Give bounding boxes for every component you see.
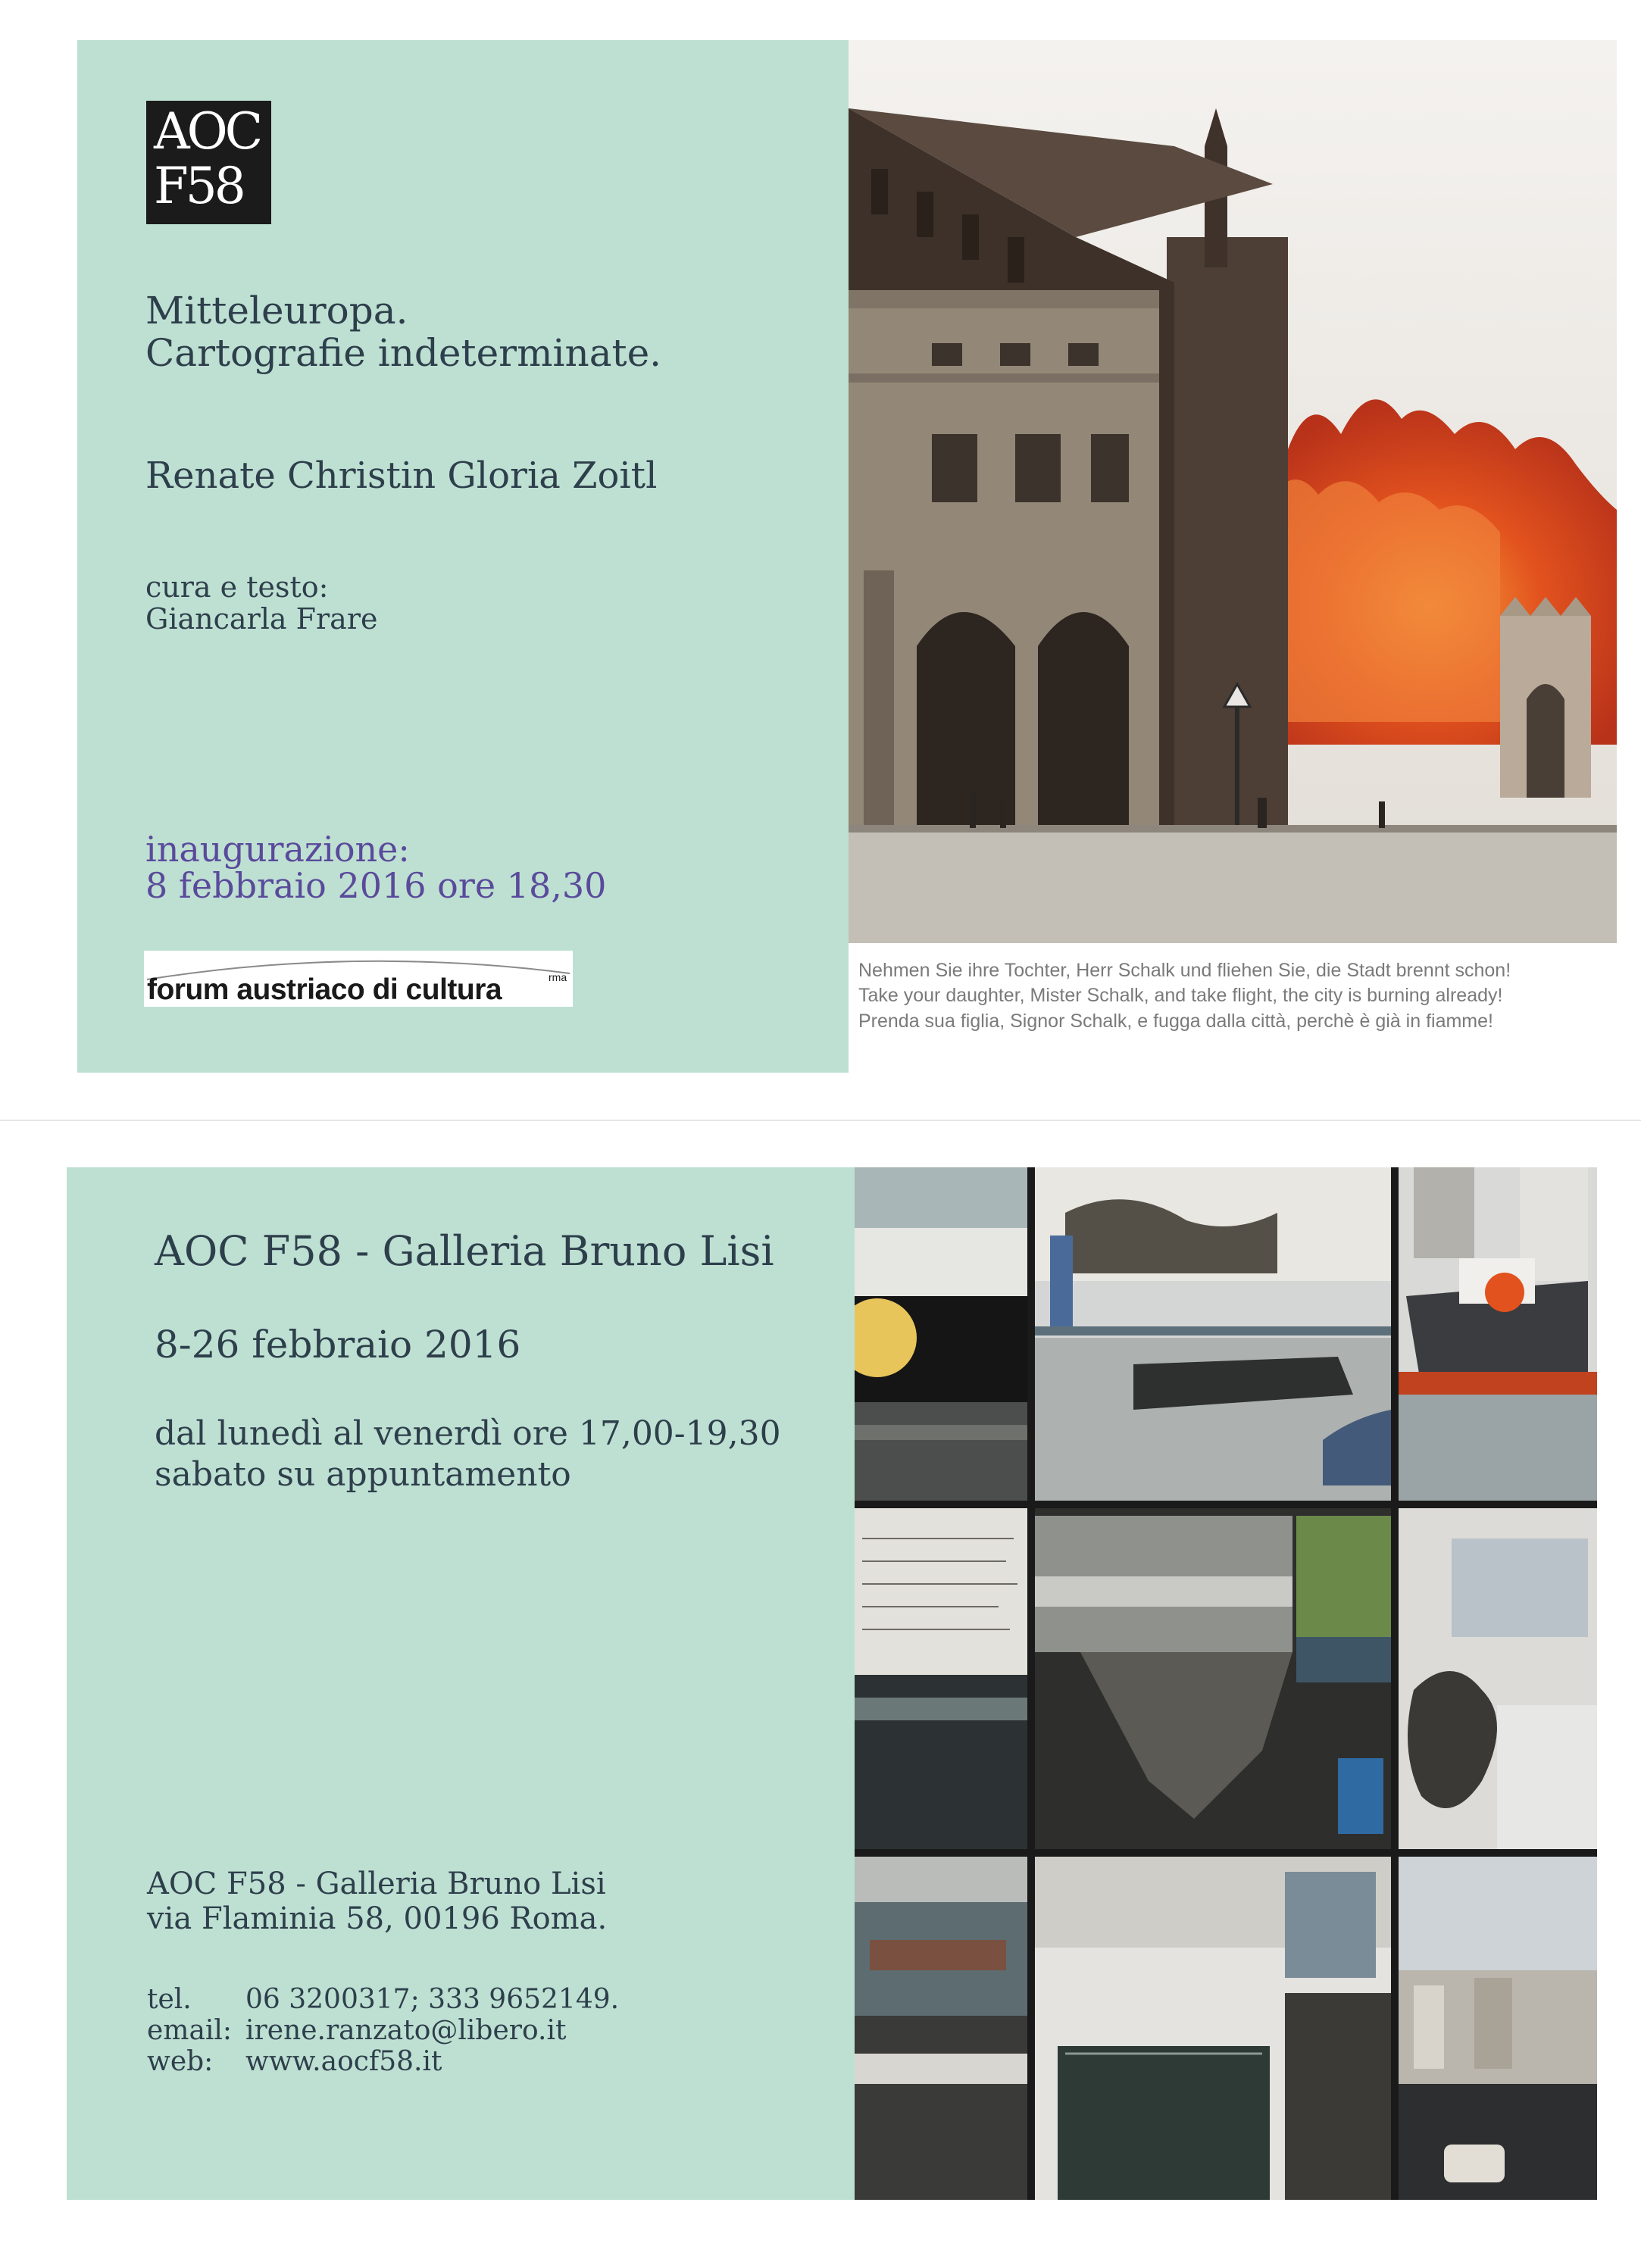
opening-label: inaugurazione: bbox=[145, 829, 410, 870]
opening-block bbox=[145, 829, 607, 907]
burning-city-illustration bbox=[849, 40, 1617, 943]
artists: Renate Christin Gloria Zoitl bbox=[145, 455, 658, 497]
collage-tile bbox=[1035, 1508, 1391, 1849]
collage-tile bbox=[1399, 1857, 1597, 2200]
caption-english: Take your daughter, Mister Schalk, and take flight, the city is burning already! bbox=[858, 985, 1503, 1007]
collage-tile bbox=[1035, 1167, 1391, 1501]
card-divider bbox=[0, 1120, 1641, 1121]
forum-logo-text: forum austriaco di cultura bbox=[147, 973, 502, 1006]
curator-label: cura e testo: bbox=[145, 570, 329, 604]
logo-line1: AOC bbox=[154, 102, 261, 161]
contact-value: irene.ranzato@libero.it bbox=[245, 2015, 567, 2047]
exhibition-dates: 8-26 febbraio 2016 bbox=[155, 1323, 521, 1367]
contact-label: tel. bbox=[147, 1984, 192, 2015]
opening-hours bbox=[155, 1414, 781, 1495]
collage-tile bbox=[1399, 1167, 1597, 1501]
collage-tile bbox=[855, 1508, 1027, 1849]
curator-name: Giancarla Frare bbox=[145, 601, 378, 636]
contact-value: 06 3200317; 333 9652149. bbox=[245, 1984, 620, 2015]
contact-label: email: bbox=[147, 2015, 233, 2047]
contact-value: www.aocf58.it bbox=[245, 2046, 442, 2078]
collage-tile bbox=[1399, 1508, 1597, 1849]
contact-tel bbox=[147, 1984, 619, 2015]
hours-saturday: sabato su appuntamento bbox=[155, 1454, 571, 1494]
venue-address bbox=[147, 1867, 607, 1936]
contact-label: web: bbox=[147, 2046, 214, 2078]
forum-austriaco-logo bbox=[144, 951, 573, 1007]
curator-block bbox=[145, 572, 377, 636]
contact-email bbox=[147, 2015, 619, 2046]
aoc-f58-logo bbox=[146, 101, 271, 224]
river-photo-collage bbox=[855, 1167, 1597, 2200]
title-line1: Mitteleuropa. bbox=[145, 289, 408, 333]
logo-line2: F58 bbox=[154, 157, 243, 215]
address-line2: via Flaminia 58, 00196 Roma. bbox=[147, 1901, 608, 1936]
burning-city-photo bbox=[849, 40, 1617, 943]
title-line2: Cartografie indeterminate. bbox=[145, 331, 662, 375]
collage-tile bbox=[855, 1857, 1027, 2200]
collage-tile bbox=[1035, 1857, 1391, 2200]
venue-heading: AOC F58 - Galleria Bruno Lisi bbox=[155, 1227, 774, 1275]
contacts bbox=[147, 1984, 619, 2077]
forum-logo-sup: rma bbox=[549, 971, 567, 983]
hours-weekdays: dal lunedì al venerdì ore 17,00-19,30 bbox=[155, 1414, 781, 1453]
exhibition-title bbox=[145, 289, 661, 374]
address-line1: AOC F58 - Galleria Bruno Lisi bbox=[147, 1867, 606, 1901]
photo-caption bbox=[858, 958, 1511, 1034]
collage-tile bbox=[855, 1167, 1027, 1501]
contact-web bbox=[147, 2046, 619, 2077]
caption-italian: Prenda sua figlia, Signor Schalk, e fugga dalla città, perchè è già in fiamme! bbox=[858, 1010, 1493, 1032]
caption-german: Nehmen Sie ihre Tochter, Herr Schalk und fliehen Sie, die Stadt brennt schon! bbox=[858, 960, 1511, 981]
opening-date: 8 febbraio 2016 ore 18,30 bbox=[145, 865, 607, 907]
